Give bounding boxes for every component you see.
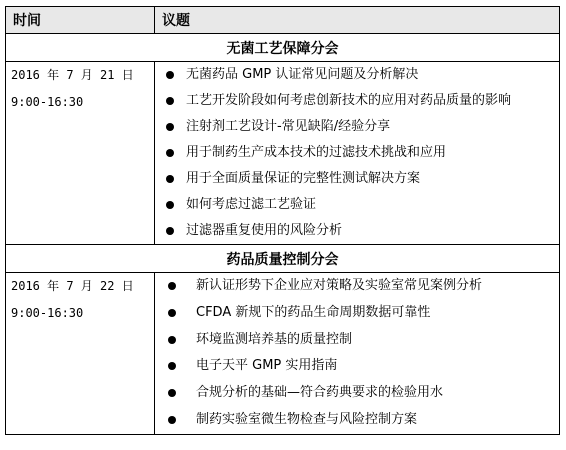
bullet-icon bbox=[166, 201, 174, 209]
bullet-icon bbox=[166, 149, 174, 157]
topic-text: 合规分析的基础—符合药典要求的检验用水 bbox=[196, 385, 444, 401]
header-time: 时间 bbox=[6, 7, 155, 34]
list-item bbox=[155, 192, 559, 218]
session-date: 2016 年 7 月 21 日 bbox=[11, 68, 134, 82]
bullet-icon bbox=[168, 282, 176, 290]
session-topics-cell bbox=[155, 273, 560, 435]
topic-text: CFDA 新规下的药品生命周期数据可靠性 bbox=[196, 304, 431, 320]
bullet-icon bbox=[166, 175, 174, 183]
list-item bbox=[155, 327, 559, 354]
topic-text: 新认证形势下企业应对策略及实验室常见案例分析 bbox=[196, 278, 483, 293]
bullet-icon bbox=[168, 309, 176, 317]
bullet-icon bbox=[168, 416, 176, 424]
topic-text: 注射剂工艺设计-常见缺陷/经验分享 bbox=[186, 119, 391, 134]
bullet-icon bbox=[166, 123, 174, 131]
topic-text: 如何考虑过滤工艺验证 bbox=[186, 197, 317, 212]
list-item bbox=[155, 273, 559, 300]
list-item bbox=[155, 114, 559, 140]
topic-text: 用于制药生产成本技术的过滤技术挑战和应用 bbox=[186, 145, 447, 160]
session-time-cell bbox=[6, 273, 155, 435]
session-topics-cell bbox=[155, 62, 560, 245]
topic-text: 电子天平 GMP 实用指南 bbox=[196, 358, 338, 374]
session-time: 9:00-16:30 bbox=[11, 95, 84, 109]
topic-text: 用于全面质量保证的完整性测试解决方案 bbox=[186, 171, 421, 186]
topic-text: 环境监测培养基的质量控制 bbox=[196, 331, 353, 347]
list-item bbox=[155, 407, 559, 434]
list-item bbox=[155, 353, 559, 380]
bullet-icon bbox=[168, 362, 176, 370]
session-date: 2016 年 7 月 22 日 bbox=[11, 279, 134, 293]
table-header-row bbox=[6, 7, 560, 34]
list-item bbox=[155, 166, 559, 192]
session-title-row bbox=[6, 245, 560, 273]
topic-text: 工艺开发阶段如何考虑创新技术的应用对药品质量的影响 bbox=[186, 93, 512, 108]
list-item bbox=[155, 300, 559, 327]
topic-list bbox=[155, 62, 559, 244]
bullet-icon bbox=[168, 336, 176, 344]
list-item bbox=[155, 218, 559, 244]
session-time: 9:00-16:30 bbox=[11, 306, 84, 320]
header-topic: 议题 bbox=[155, 7, 560, 34]
session-body-row bbox=[6, 62, 560, 245]
session-time-cell bbox=[6, 62, 155, 245]
agenda-table bbox=[5, 6, 560, 435]
topic-text: 无菌药品 GMP 认证常见问题及分析解决 bbox=[186, 67, 419, 82]
session-body-row bbox=[6, 273, 560, 435]
session-title-row bbox=[6, 34, 560, 62]
topic-text: 过滤器重复使用的风险分析 bbox=[186, 223, 343, 238]
bullet-icon bbox=[166, 71, 174, 79]
session-title: 药品质量控制分会 bbox=[6, 245, 560, 273]
list-item bbox=[155, 88, 559, 114]
topic-text: 制药实验室微生物检查与风险控制方案 bbox=[196, 411, 418, 427]
list-item bbox=[155, 140, 559, 166]
list-item bbox=[155, 380, 559, 407]
bullet-icon bbox=[168, 389, 176, 397]
bullet-icon bbox=[166, 97, 174, 105]
session-title: 无菌工艺保障分会 bbox=[6, 34, 560, 62]
bullet-icon bbox=[166, 227, 174, 235]
topic-list bbox=[155, 273, 559, 434]
list-item bbox=[155, 62, 559, 88]
